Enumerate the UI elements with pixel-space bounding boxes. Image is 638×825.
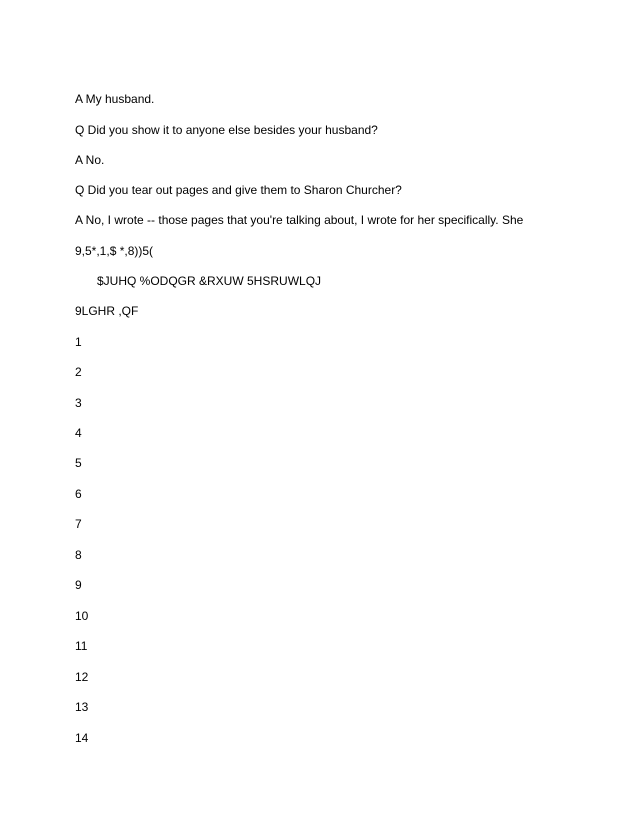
line-number-11: 11 bbox=[75, 639, 88, 653]
line-number-5: 5 bbox=[75, 456, 82, 470]
line-number-9: 9 bbox=[75, 578, 82, 592]
line-number-1: 1 bbox=[75, 335, 82, 349]
line-number-7: 7 bbox=[75, 517, 82, 531]
line-number-13: 13 bbox=[75, 700, 89, 714]
line-number-14: 14 bbox=[75, 731, 89, 745]
garbled-header-text: 9,5*,1,$ *,8))5( bbox=[75, 244, 154, 258]
garbled-reporter-text: $JUHQ %ODQGR &RXUW 5HSRUWLQJ bbox=[97, 274, 322, 288]
line-number-12: 12 bbox=[75, 670, 89, 684]
transcript-line-4: Q Did you tear out pages and give them to Sharon Churcher? bbox=[75, 183, 402, 197]
line-number-4: 4 bbox=[75, 426, 82, 440]
transcript-line-2: Q Did you show it to anyone else besides your husband? bbox=[75, 123, 378, 137]
line-number-10: 10 bbox=[75, 609, 89, 623]
line-number-8: 8 bbox=[75, 548, 82, 562]
garbled-footer-text: 9LGHR ,QF bbox=[75, 304, 139, 318]
transcript-line-3: A No. bbox=[75, 153, 105, 167]
transcript-line-1: A My husband. bbox=[75, 92, 155, 106]
line-number-3: 3 bbox=[75, 396, 82, 410]
line-number-2: 2 bbox=[75, 365, 82, 379]
line-number-6: 6 bbox=[75, 487, 82, 501]
transcript-line-5: A No, I wrote -- those pages that you're talking about, I wrote for her specifically. She bbox=[75, 213, 524, 227]
